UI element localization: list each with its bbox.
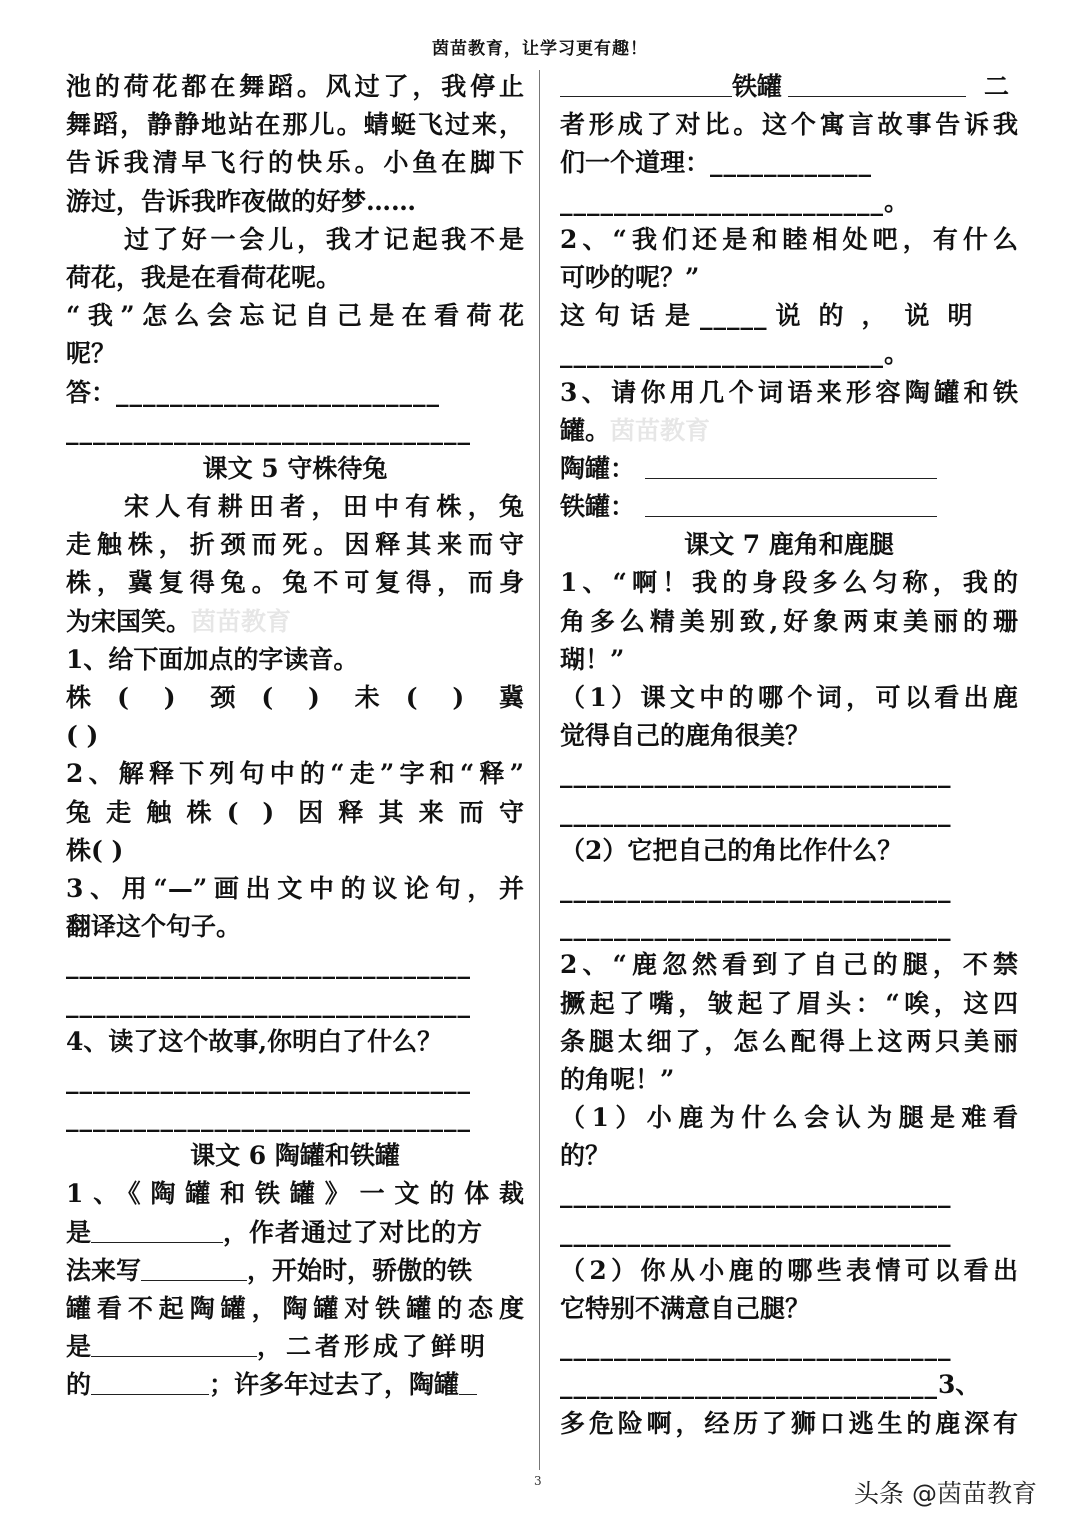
text-line: 舞蹈，静静地站在那儿。蜻蜓飞过来，	[66, 110, 524, 140]
text: 说的，说明	[775, 301, 991, 331]
text-line: 过了好一会儿，我才记起我不是	[124, 224, 524, 254]
passage-line: 走触株，折颈而死。因释其来而守	[66, 530, 524, 560]
fill-line	[66, 1252, 524, 1290]
question-text: 2、“鹿忽然看到了自己的腿，不禁	[560, 950, 1018, 980]
pinyin-blank[interactable]: ( )	[66, 721, 99, 751]
fill-blank[interactable]	[91, 1330, 257, 1357]
answer-line[interactable]	[66, 374, 524, 412]
question-3: 3、请你用几个词语来形容陶罐和铁	[560, 377, 1018, 407]
fill-blank[interactable]	[560, 70, 732, 97]
text-line: 池的荷花都在舞蹈。风过了，我停止	[66, 72, 524, 101]
fill-blank[interactable]	[645, 490, 937, 517]
passage-line: 株，冀复得兔。兔不可复得，而身	[66, 568, 524, 598]
fill-line	[66, 1366, 524, 1404]
fill-blank[interactable]	[788, 70, 966, 97]
text-line: 荷花，我是在看荷花呢。	[66, 262, 342, 292]
answer-dashes[interactable]: ____________	[710, 148, 873, 178]
answer-dashes[interactable]: _____	[700, 301, 768, 331]
sub-question: （1）小鹿为什么会认为腿是难看	[560, 1103, 1018, 1133]
question-text: 1、《陶罐和铁罐》一文的体裁	[66, 1179, 524, 1209]
question-4: 4、读了这个故事,你明白了什么？	[66, 1026, 443, 1056]
fill-line	[560, 450, 1018, 488]
answer-line[interactable]	[560, 1366, 1018, 1404]
sub-question: （1）课文中的哪个词，可以看出鹿	[560, 683, 1018, 712]
question-text: 条腿太细了，怎么配得上这两只美丽	[560, 1026, 1018, 1056]
question-2: 2、解释下列句中的“走”字和“释”	[66, 759, 524, 789]
question-text: 的角呢！”	[560, 1064, 675, 1094]
answer-label: 答：	[66, 377, 117, 407]
answer-line[interactable]: _____________________________	[560, 1217, 952, 1247]
text-line: 告诉我清早飞行的快乐。小鱼在脚下	[66, 148, 524, 178]
lesson-5-title: 课文 5 守株待兔	[202, 453, 388, 483]
answer-line[interactable]: _____________________________	[560, 873, 952, 903]
question-3: 翻译这个句子。	[66, 912, 242, 942]
text: 罐。	[560, 415, 611, 445]
fill-line	[66, 1328, 524, 1366]
fill-line	[66, 1214, 524, 1252]
watermark: 茵苗教育	[191, 606, 292, 636]
answer-line[interactable]: ________________________。	[560, 339, 911, 369]
pinyin-blanks[interactable]: 株( ) 颈( ) 未( ) 冀	[66, 683, 524, 712]
question-number: 3、	[938, 1370, 981, 1400]
fill-line	[560, 68, 1018, 106]
fill-line	[560, 144, 1018, 182]
question-text: “我”怎么会忘记自己是在看荷花	[66, 301, 524, 331]
text: 的	[66, 1370, 92, 1400]
fill-blank[interactable]	[141, 1254, 247, 1281]
answer-dashes: ________________________	[116, 377, 441, 407]
page-number: 3	[534, 1474, 542, 1488]
text: ；许多年过去了，陶罐	[209, 1370, 460, 1400]
text: 法来写	[66, 1255, 142, 1285]
answer-line[interactable]: _____________________________	[560, 912, 952, 942]
question-2: 2、“我们还是和睦相处吧，有什么	[560, 224, 1018, 254]
question-text: 多危险啊，经历了狮口逃生的鹿深有	[560, 1408, 1018, 1438]
fill-blank[interactable]	[91, 1216, 223, 1243]
answer-line[interactable]: ______________________________	[66, 1064, 471, 1094]
text: 铁罐	[732, 72, 783, 101]
watermark: 茵苗教育	[610, 415, 711, 445]
text: 这句话是	[560, 301, 701, 331]
text: ，作者通过了对比的方	[223, 1217, 484, 1247]
answer-line[interactable]: _____________________________	[560, 797, 952, 827]
text: 陶罐：	[560, 453, 636, 483]
right-column	[560, 68, 1018, 1443]
sub-question: （2）它把自己的角比作什么？	[560, 835, 903, 865]
question-1: 1、给下面加点的字读音。	[66, 644, 359, 674]
lesson-6-title: 课文 6 陶罐和铁罐	[190, 1141, 400, 1171]
text: 是	[66, 1217, 92, 1247]
fill-line	[560, 488, 1018, 526]
answer-line[interactable]: _____________________________	[560, 1179, 952, 1209]
question-text: 瑚！”	[560, 644, 625, 674]
brand-watermark: 头条 @茵苗教育	[854, 1479, 1037, 1508]
answer-line[interactable]: _____________________________	[560, 759, 952, 789]
fill-blank[interactable]	[645, 452, 937, 479]
page-header: 茵苗教育，让学习更有趣！	[432, 39, 648, 59]
text: ，开始时，骄傲的铁	[247, 1255, 473, 1285]
question-text: 呢？	[66, 339, 117, 369]
sub-question: （2）你从小鹿的哪些表情可以看出	[560, 1255, 1018, 1285]
text-line: 罐看不起陶罐，陶罐对铁罐的态度	[66, 1294, 524, 1323]
column-divider	[539, 70, 540, 1470]
passage-line: 宋人有耕田者，田中有株，兔	[124, 492, 524, 522]
fill-blank[interactable]	[91, 1368, 209, 1395]
answer-line[interactable]: ______________________________	[66, 415, 471, 445]
sub-question: 觉得自己的鹿角很美？	[560, 721, 811, 751]
sub-question: 它特别不满意自己腿？	[560, 1294, 811, 1323]
answer-dashes[interactable]: ____________________________	[560, 1370, 938, 1400]
answer-line[interactable]: ______________________________	[66, 1103, 471, 1133]
question-3	[560, 412, 1018, 450]
answer-line[interactable]: ______________________________	[66, 988, 471, 1018]
answer-line[interactable]: _____________________________	[560, 1332, 952, 1362]
answer-line[interactable]: ______________________________	[66, 950, 471, 980]
text: 铁罐：	[560, 492, 636, 522]
sub-question: 的？	[560, 1141, 611, 1171]
fill-blank[interactable]	[459, 1368, 477, 1395]
text: 们一个道理：	[560, 148, 711, 178]
question-2: 可吵的呢？”	[560, 262, 700, 292]
passage-text: 为宋国笑。	[66, 606, 192, 636]
answer-line[interactable]: ________________________。	[560, 186, 911, 216]
lesson-7-title: 课文 7 鹿角和鹿腿	[684, 530, 894, 560]
text: ，二者形成了鲜明	[257, 1332, 490, 1362]
left-column	[66, 68, 524, 1405]
question-text: 1、“啊！我的身段多么匀称，我的	[560, 568, 1018, 598]
text: 是	[66, 1332, 92, 1362]
question-text: 撅起了嘴，皱起了眉头：“唉，这四	[560, 988, 1018, 1018]
question-2-blank[interactable]: 株( )	[66, 835, 124, 865]
text: 二	[984, 72, 1010, 101]
text-line: 游过，告诉我昨夜做的好梦……	[66, 186, 417, 216]
question-2-blanks[interactable]: 兔走触株( ) 因释其来而守	[66, 797, 524, 827]
fill-line	[560, 297, 1018, 335]
question-3: 3、用“—”画出文中的议论句，并	[66, 873, 524, 903]
passage-line	[66, 603, 524, 641]
question-text: 角多么精美别致,好象两束美丽的珊	[560, 606, 1018, 636]
text-line: 者形成了对比。这个寓言故事告诉我	[560, 110, 1018, 140]
